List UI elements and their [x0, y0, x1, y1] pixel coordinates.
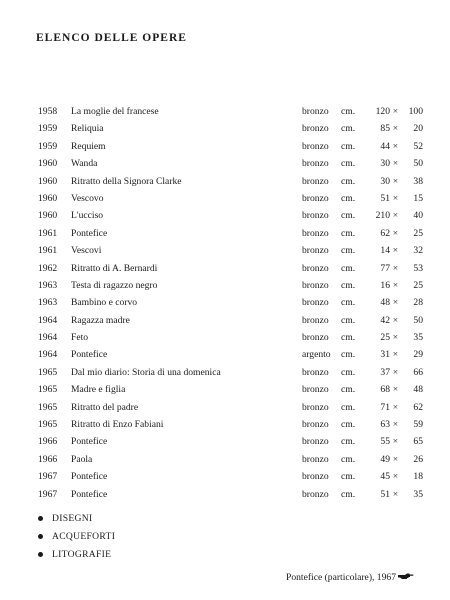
work-material: bronzo: [302, 297, 329, 309]
work-row: [0, 451, 450, 468]
work-unit: cm.: [341, 332, 356, 344]
work-height: 53: [413, 262, 423, 274]
work-year: 1964: [38, 349, 58, 361]
work-title: La moglie del francese: [71, 106, 159, 117]
work-year: 1962: [38, 262, 58, 274]
work-title: Dal mio diario: Storia di una domenica: [71, 366, 221, 378]
work-material: bronzo: [302, 471, 329, 483]
bullet-icon: [38, 552, 43, 557]
work-material: bronzo: [302, 106, 329, 117]
work-width: 45: [380, 471, 390, 483]
section-item: [0, 528, 450, 546]
work-unit: cm.: [341, 106, 356, 117]
work-material: bronzo: [302, 175, 329, 187]
work-unit: cm.: [341, 227, 356, 239]
works-list: [0, 103, 450, 503]
work-unit: cm.: [341, 471, 356, 483]
work-material: bronzo: [302, 140, 329, 152]
work-year: 1963: [38, 279, 58, 291]
work-height: 40: [413, 210, 423, 222]
work-material: bronzo: [302, 192, 329, 204]
bullet-icon: [38, 516, 43, 521]
work-height: 100: [408, 106, 423, 117]
work-unit: cm.: [341, 210, 356, 222]
page-title: ELENCO DELLE OPERE: [36, 32, 187, 44]
work-row: [0, 329, 450, 346]
work-title: Testa di ragazzo negro: [71, 279, 158, 291]
work-title: L'ucciso: [71, 210, 104, 222]
work-row: [0, 103, 450, 120]
work-height: 20: [413, 123, 423, 135]
pointing-hand-icon: [398, 572, 414, 583]
work-height: 28: [413, 297, 423, 309]
work-material: argento: [302, 349, 331, 361]
work-row: [0, 120, 450, 137]
work-width: 120: [375, 106, 390, 117]
work-height: 26: [413, 453, 423, 465]
work-unit: cm.: [341, 158, 356, 170]
work-width: 77: [380, 262, 390, 274]
work-title: Ritratto di Enzo Fabiani: [71, 419, 164, 431]
work-title: Pontefice: [71, 471, 108, 483]
work-height: 50: [413, 314, 423, 326]
work-title: Vescovo: [71, 192, 104, 204]
work-unit: cm.: [341, 419, 356, 431]
work-year: 1960: [38, 175, 58, 187]
work-material: bronzo: [302, 436, 329, 448]
work-title: Ritratto della Signora Clarke: [71, 175, 182, 187]
work-year: 1966: [38, 453, 58, 465]
work-height: 15: [413, 192, 423, 204]
work-height: 35: [413, 488, 423, 500]
work-year: 1965: [38, 401, 58, 413]
work-width: 210: [375, 210, 390, 222]
times-symbol: ×: [392, 192, 399, 204]
work-width: 30: [380, 175, 390, 187]
work-width: 44: [380, 140, 390, 152]
work-row: [0, 399, 450, 416]
work-width: 51: [380, 192, 390, 204]
work-unit: cm.: [341, 453, 356, 465]
work-title: Wanda: [71, 158, 98, 170]
work-height: 35: [413, 332, 423, 344]
times-symbol: ×: [392, 262, 399, 274]
work-title: Paola: [71, 453, 93, 465]
work-year: 1959: [38, 123, 58, 135]
work-row: [0, 242, 450, 259]
work-unit: cm.: [341, 314, 356, 326]
work-unit: cm.: [341, 297, 356, 309]
work-row: [0, 207, 450, 224]
work-unit: cm.: [341, 245, 356, 257]
work-unit: cm.: [341, 366, 356, 378]
work-width: 30: [380, 158, 390, 170]
work-year: 1965: [38, 384, 58, 396]
work-unit: cm.: [341, 140, 356, 152]
work-height: 32: [413, 245, 423, 257]
work-material: bronzo: [302, 245, 329, 257]
work-width: 71: [380, 401, 390, 413]
work-unit: cm.: [341, 384, 356, 396]
work-material: bronzo: [302, 488, 329, 500]
work-height: 29: [413, 349, 423, 361]
times-symbol: ×: [392, 245, 399, 257]
times-symbol: ×: [392, 158, 399, 170]
work-title: Feto: [71, 332, 89, 344]
work-row: [0, 173, 450, 190]
work-unit: cm.: [341, 192, 356, 204]
work-title: Bambino e corvo: [71, 297, 138, 309]
work-material: bronzo: [302, 262, 329, 274]
work-material: bronzo: [302, 158, 329, 170]
work-row: [0, 416, 450, 433]
work-height: 38: [413, 175, 423, 187]
times-symbol: ×: [392, 297, 399, 309]
work-width: 51: [380, 488, 390, 500]
section-item: [0, 510, 450, 528]
work-material: bronzo: [302, 453, 329, 465]
work-year: 1960: [38, 192, 58, 204]
work-width: 49: [380, 453, 390, 465]
work-height: 25: [413, 279, 423, 291]
work-material: bronzo: [302, 227, 329, 239]
work-row: [0, 312, 450, 329]
work-width: 42: [380, 314, 390, 326]
section-item: [0, 546, 450, 564]
work-width: 62: [380, 227, 390, 239]
work-title: Pontefice: [71, 227, 108, 239]
work-title: Requiem: [71, 140, 106, 152]
section-label: LITOGRAFIE: [52, 549, 112, 560]
work-height: 52: [413, 140, 423, 152]
caption-text: Pontefice (particolare), 1967: [285, 572, 396, 583]
times-symbol: ×: [392, 471, 399, 483]
work-unit: cm.: [341, 123, 356, 135]
times-symbol: ×: [392, 419, 399, 431]
work-unit: cm.: [341, 349, 356, 361]
work-year: 1965: [38, 366, 58, 378]
work-year: 1964: [38, 314, 58, 326]
work-unit: cm.: [341, 488, 356, 500]
section-label: ACQUEFORTI: [52, 531, 116, 542]
work-unit: cm.: [341, 279, 356, 291]
work-unit: cm.: [341, 262, 356, 274]
work-material: bronzo: [302, 314, 329, 326]
work-material: bronzo: [302, 123, 329, 135]
work-width: 16: [380, 279, 390, 291]
work-width: 25: [380, 332, 390, 344]
work-title: Pontefice: [71, 436, 108, 448]
work-row: [0, 433, 450, 450]
work-year: 1966: [38, 436, 58, 448]
work-material: bronzo: [302, 384, 329, 396]
work-row: [0, 294, 450, 311]
work-height: 59: [413, 419, 423, 431]
work-height: 65: [413, 436, 423, 448]
work-title: Ritratto di A. Bernardi: [71, 262, 158, 274]
sections-list: [0, 510, 450, 564]
work-row: [0, 155, 450, 172]
work-height: 18: [413, 471, 423, 483]
bullet-icon: [38, 534, 43, 539]
work-width: 85: [380, 123, 390, 135]
work-year: 1965: [38, 419, 58, 431]
work-height: 62: [413, 401, 423, 413]
work-width: 31: [380, 349, 390, 361]
times-symbol: ×: [392, 140, 399, 152]
work-width: 55: [380, 436, 390, 448]
times-symbol: ×: [392, 210, 399, 222]
times-symbol: ×: [392, 227, 399, 239]
times-symbol: ×: [392, 436, 399, 448]
work-title: Pontefice: [71, 349, 108, 361]
work-row: [0, 381, 450, 398]
work-year: 1963: [38, 297, 58, 309]
work-row: [0, 225, 450, 242]
work-year: 1958: [38, 106, 58, 117]
times-symbol: ×: [392, 366, 399, 378]
work-row: [0, 364, 450, 381]
work-height: 66: [413, 366, 423, 378]
work-year: 1961: [38, 245, 58, 257]
work-width: 14: [380, 245, 390, 257]
work-row: [0, 346, 450, 363]
work-material: bronzo: [302, 366, 329, 378]
caption: [286, 572, 414, 583]
work-year: 1967: [38, 488, 58, 500]
work-year: 1964: [38, 332, 58, 344]
work-title: Madre e figlia: [71, 384, 126, 396]
section-label: DISEGNI: [52, 513, 93, 524]
work-year: 1960: [38, 210, 58, 222]
work-material: bronzo: [302, 279, 329, 291]
work-material: bronzo: [302, 419, 329, 431]
work-year: 1959: [38, 140, 58, 152]
times-symbol: ×: [392, 106, 399, 117]
work-year: 1961: [38, 227, 58, 239]
work-row: [0, 138, 450, 155]
work-width: 63: [380, 419, 390, 431]
work-year: 1967: [38, 471, 58, 483]
times-symbol: ×: [392, 384, 399, 396]
work-unit: cm.: [341, 401, 356, 413]
times-symbol: ×: [392, 314, 399, 326]
work-title: Ritratto del padre: [71, 401, 139, 413]
times-symbol: ×: [392, 175, 399, 187]
work-year: 1960: [38, 158, 58, 170]
times-symbol: ×: [392, 123, 399, 135]
times-symbol: ×: [392, 453, 399, 465]
work-title: Ragazza madre: [71, 314, 130, 326]
work-height: 25: [413, 227, 423, 239]
work-title: Pontefice: [71, 488, 108, 500]
times-symbol: ×: [392, 401, 399, 413]
work-width: 37: [380, 366, 390, 378]
times-symbol: ×: [392, 279, 399, 291]
work-height: 50: [413, 158, 423, 170]
work-width: 68: [380, 384, 390, 396]
work-width: 48: [380, 297, 390, 309]
work-row: [0, 190, 450, 207]
times-symbol: ×: [392, 332, 399, 344]
work-row: [0, 277, 450, 294]
work-material: bronzo: [302, 210, 329, 222]
work-height: 48: [413, 384, 423, 396]
work-row: [0, 486, 450, 503]
work-row: [0, 260, 450, 277]
work-title: Vescovi: [71, 245, 102, 257]
work-unit: cm.: [341, 436, 356, 448]
work-unit: cm.: [341, 175, 356, 187]
times-symbol: ×: [392, 349, 399, 361]
work-title: Reliquia: [71, 123, 104, 135]
work-row: [0, 468, 450, 485]
times-symbol: ×: [392, 488, 399, 500]
work-material: bronzo: [302, 401, 329, 413]
work-material: bronzo: [302, 332, 329, 344]
